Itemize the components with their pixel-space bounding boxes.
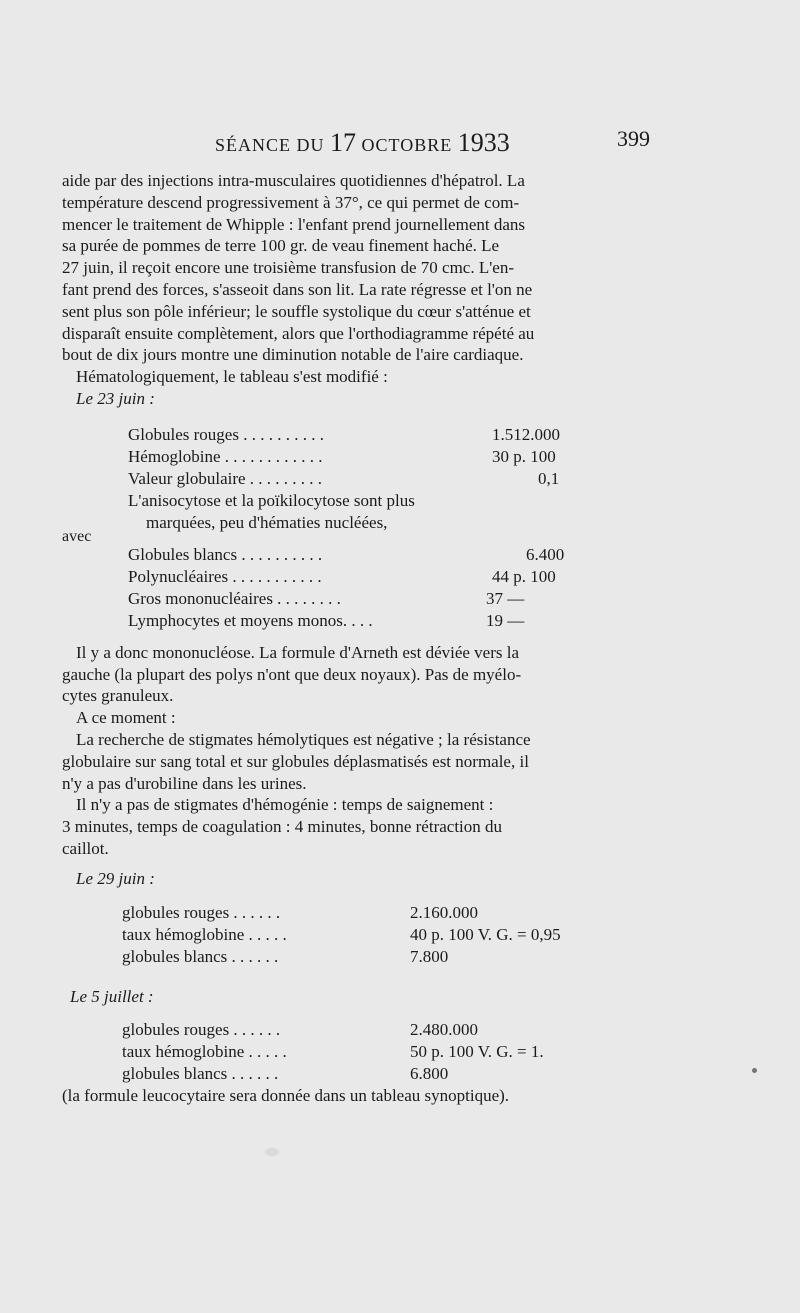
text-line: n'y a pas d'urobiline dans les urines. bbox=[62, 773, 307, 793]
row-label: globules rouges . . . . . . bbox=[122, 1020, 281, 1040]
table-row bbox=[122, 1019, 642, 1041]
table-row bbox=[128, 588, 642, 610]
date-5-juillet: Le 5 juillet : bbox=[70, 986, 154, 1006]
aniso-line-2 bbox=[62, 512, 642, 545]
paragraph-4 bbox=[62, 794, 642, 859]
table-row bbox=[128, 468, 642, 490]
row-label: Valeur globulaire . . . . . . . . . bbox=[128, 468, 323, 488]
table-row bbox=[128, 610, 642, 632]
row-label: Hémoglobine . . . . . . . . . . . . bbox=[128, 446, 323, 466]
running-head bbox=[215, 128, 510, 158]
text-line: température descend progressivement à 37°, ce qui permet de com- bbox=[62, 192, 520, 212]
row-label: globules blancs . . . . . . bbox=[122, 1064, 279, 1084]
row-value: 37 — bbox=[486, 588, 525, 608]
table-row bbox=[122, 924, 642, 946]
row-label: Gros mononucléaires . . . . . . . . bbox=[128, 588, 341, 608]
row-value: 19 — bbox=[486, 610, 525, 630]
paragraph-2 bbox=[62, 642, 642, 707]
row-label: Globules blancs . . . . . . . . . . bbox=[128, 544, 323, 564]
text-line: caillot. bbox=[62, 838, 109, 858]
row-label: globules blancs . . . . . . bbox=[122, 946, 279, 966]
row-value: 2.480.000 bbox=[410, 1020, 478, 1040]
text-line: 3 minutes, temps de coagulation : 4 minutes, bonne rétraction du bbox=[62, 817, 503, 837]
intro-line: Hématologiquement, le tableau s'est modifié : bbox=[76, 367, 388, 387]
table-5-juillet bbox=[62, 1019, 642, 1085]
text-line: disparaît ensuite complètement, alors que l'orthodiagramme répété au bbox=[62, 323, 535, 343]
row-label: Polynucléaires . . . . . . . . . . . bbox=[128, 566, 322, 586]
row-value: 0,1 bbox=[538, 468, 560, 488]
table-row bbox=[122, 1063, 642, 1085]
text-line: aide par des injections intra-musculaires quotidiennes d'hépatrol. La bbox=[62, 171, 525, 190]
footer-note: (la formule leucocytaire sera donnée dans un tableau synoptique). bbox=[62, 1086, 510, 1106]
paper-speck bbox=[752, 1068, 757, 1073]
text-line: Il n'y a pas de stigmates d'hémogénie : temps de saignement : bbox=[76, 795, 494, 815]
row-value: 1.512.000 bbox=[492, 424, 560, 444]
text-line: sent plus son pôle inférieur; le souffle systolique du cœur s'atténue et bbox=[62, 301, 531, 321]
table-row bbox=[128, 566, 642, 588]
text-line: globulaire sur sang total et sur globules déplasmatisés est normale, il bbox=[62, 751, 529, 771]
row-value: 30 p. 100 bbox=[492, 446, 556, 466]
date-23-juin: Le 23 juin : bbox=[76, 388, 155, 408]
aniso-text-2: marquées, peu d'hématies nucléées, bbox=[146, 512, 388, 532]
avec-label: avec bbox=[62, 527, 92, 545]
text-line: bout de dix jours montre une diminution notable de l'aire cardiaque. bbox=[62, 345, 524, 365]
row-value: 50 p. 100 V. G. = 1. bbox=[410, 1042, 544, 1062]
table-row bbox=[128, 544, 642, 566]
text-line: mencer le traitement de Whipple : l'enfant prend journellement dans bbox=[62, 214, 525, 234]
paragraph-3 bbox=[62, 729, 642, 794]
text-line: Il y a donc mononucléose. La formule d'Arneth est déviée vers la bbox=[76, 642, 520, 662]
aniso-line-1 bbox=[128, 490, 642, 512]
body-text bbox=[62, 170, 642, 1107]
row-value: 44 p. 100 bbox=[492, 566, 556, 586]
table-row bbox=[128, 446, 642, 468]
running-head-day: 17 bbox=[330, 128, 357, 157]
date-29-juin: Le 29 juin : bbox=[76, 868, 155, 888]
table-29-juin bbox=[62, 902, 642, 968]
table-row bbox=[122, 1041, 642, 1063]
row-label: Lymphocytes et moyens monos. . . . bbox=[128, 610, 373, 630]
row-value: 2.160.000 bbox=[410, 902, 478, 922]
text-line: 27 juin, il reçoit encore une troisième transfusion de 70 cmc. L'en- bbox=[62, 258, 515, 278]
running-head-prefix: SÉANCE DU bbox=[215, 135, 325, 155]
text-line: fant prend des forces, s'asseoit dans son lit. La rate régresse et l'on ne bbox=[62, 279, 533, 299]
text-line: La recherche de stigmates hémolytiques est négative ; la résistance bbox=[76, 729, 531, 749]
table-row bbox=[128, 424, 642, 446]
moment-line: A ce moment : bbox=[76, 708, 176, 728]
text-line: cytes granuleux. bbox=[62, 686, 174, 706]
page-header bbox=[215, 124, 650, 156]
row-label: taux hémoglobine . . . . . bbox=[122, 1042, 287, 1062]
row-value: 7.800 bbox=[410, 946, 449, 966]
row-label: globules rouges . . . . . . bbox=[122, 902, 281, 922]
table-row bbox=[122, 946, 642, 968]
row-label: taux hémoglobine . . . . . bbox=[122, 924, 287, 944]
row-value: 6.400 bbox=[526, 544, 565, 564]
table-row bbox=[122, 902, 642, 924]
table-23-juin bbox=[62, 424, 642, 632]
page-number: 399 bbox=[617, 126, 650, 151]
aniso-text-1: L'anisocytose et la poïkilocytose sont plus bbox=[128, 490, 415, 510]
row-value: 6.800 bbox=[410, 1064, 449, 1084]
paper-speck bbox=[265, 1148, 279, 1156]
running-head-year: 1933 bbox=[457, 128, 510, 157]
row-value: 40 p. 100 V. G. = 0,95 bbox=[410, 924, 561, 944]
text-line: sa purée de pommes de terre 100 gr. de veau finement haché. Le bbox=[62, 236, 500, 256]
row-label: Globules rouges . . . . . . . . . . bbox=[128, 424, 324, 444]
text-line: gauche (la plupart des polys n'ont que deux noyaux). Pas de myélo- bbox=[62, 664, 522, 684]
running-head-month: OCTOBRE bbox=[361, 135, 453, 155]
paragraph-1 bbox=[62, 170, 642, 366]
